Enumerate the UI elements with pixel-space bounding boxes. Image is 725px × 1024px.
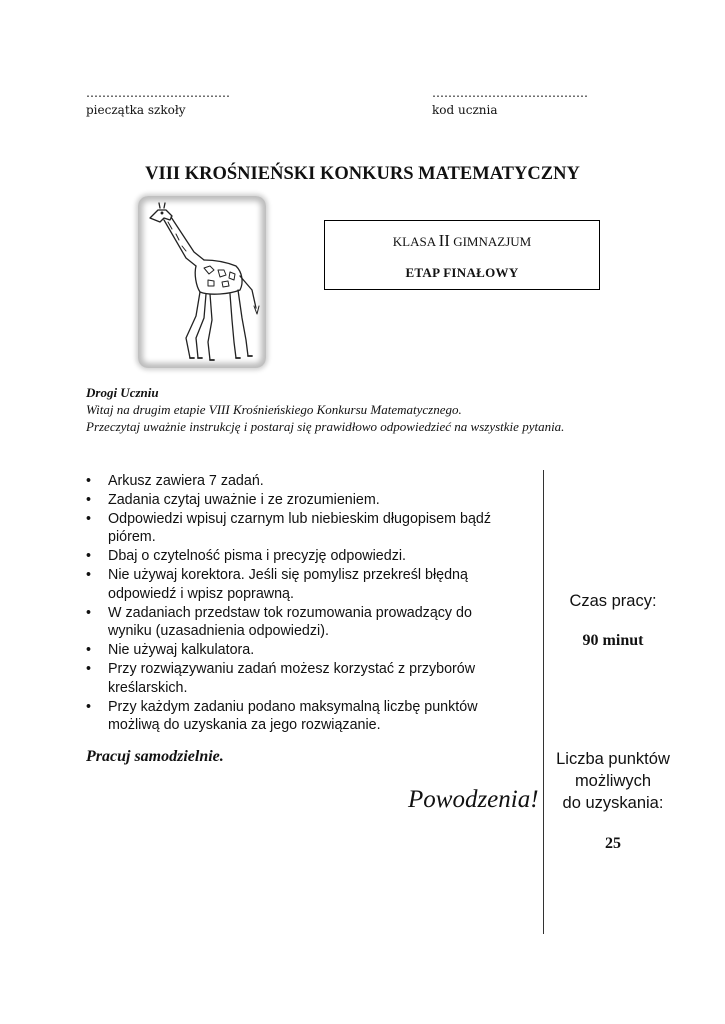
rule-line: Nie używaj korektora. Jeśli się pomylisz przekreśl błędną: [108, 566, 468, 583]
list-item: [86, 641, 526, 660]
rule-line: kreślarskich.: [108, 679, 188, 696]
giraffe-illustration: [138, 196, 266, 368]
list-item: [86, 660, 526, 698]
school-stamp-dots: ………………………………: [86, 86, 230, 100]
list-item: [86, 510, 526, 548]
rule-line: możliwą do uzyskania za jego rozwiązanie.: [108, 717, 381, 734]
list-item: [86, 604, 526, 642]
points-label-line-1: Liczba punktów: [556, 750, 670, 768]
list-item: [86, 472, 526, 491]
greeting: Drogi Uczniu: [86, 385, 159, 400]
rule-line: Nie używaj kalkulatora.: [108, 642, 255, 659]
rule-line: piórem.: [108, 529, 156, 546]
bullet-icon: •: [86, 604, 92, 621]
instructions-list: [86, 472, 526, 735]
rule-line: Dbaj o czytelność pisma i precyzję odpowiedzi.: [108, 548, 406, 565]
bullet-icon: •: [86, 642, 92, 659]
rule-line: Przy rozwiązywaniu zadań możesz korzystać z przyborów: [108, 660, 476, 677]
list-item: [86, 491, 526, 510]
school-stamp-caption: pieczątka szkoły: [86, 103, 186, 117]
bullet-icon: •: [86, 566, 92, 583]
list-item: [86, 698, 526, 736]
points-label-line-2: możliwych: [574, 772, 652, 790]
class-label: [325, 231, 599, 251]
work-independently-note: Pracuj samodzielnie.: [86, 748, 224, 765]
list-item: [86, 566, 526, 604]
page-title: VIII KROŚNIEŃSKI KONKURS MATEMATYCZNY: [145, 164, 580, 184]
work-time-value: 90 minut: [582, 632, 644, 649]
points-value: 25: [605, 835, 621, 852]
rule-line: Zadania czytaj uważnie i ze zrozumieniem.: [108, 491, 380, 508]
bullet-icon: •: [86, 660, 92, 677]
rule-line: Odpowiedzi wpisuj czarnym lub niebieskim długopisem bądź: [108, 510, 492, 527]
rule-line: Przy każdym zadaniu podano maksymalną liczbę punktów: [108, 698, 478, 715]
intro-line-1: Witaj na drugim etapie VIII Krośnieńskiego Konkursu Matematycznego.: [86, 402, 462, 417]
rule-line: odpowiedź i wpisz poprawną.: [108, 585, 294, 602]
student-code-caption: kod ucznia: [432, 103, 498, 117]
points-label-line-3: do uzyskania:: [562, 794, 664, 812]
class-suffix: GIMNAZJUM: [449, 234, 532, 249]
stage-label: ETAP FINAŁOWY: [405, 265, 519, 280]
bullet-icon: •: [86, 510, 92, 527]
bullet-icon: •: [86, 473, 92, 489]
bullet-icon: •: [86, 698, 92, 715]
class-stage-box: [324, 220, 600, 290]
list-item: [86, 547, 526, 566]
rule-line: Arkusz zawiera 7 zadań.: [108, 473, 264, 489]
intro-text: [86, 384, 564, 435]
intro-line-2: Przeczytaj uważnie instrukcję i postaraj się prawidłowo odpowiedzieć na wszystkie pytania.: [86, 419, 565, 434]
work-time-label: Czas pracy:: [569, 592, 657, 610]
bullet-icon: •: [86, 548, 92, 565]
column-divider: [543, 470, 544, 934]
rule-line: W zadaniach przedstaw tok rozumowania prowadzący do: [108, 604, 472, 621]
bullet-icon: •: [86, 491, 92, 508]
class-numeral: II: [438, 231, 450, 250]
class-prefix: KLASA: [392, 234, 439, 249]
giraffe-icon: [138, 196, 266, 368]
good-luck-text: Powodzenia!: [408, 786, 539, 813]
rule-line: wyniku (uzasadnienia odpowiedzi).: [108, 623, 329, 640]
student-code-dots: …………………………………: [432, 86, 588, 100]
